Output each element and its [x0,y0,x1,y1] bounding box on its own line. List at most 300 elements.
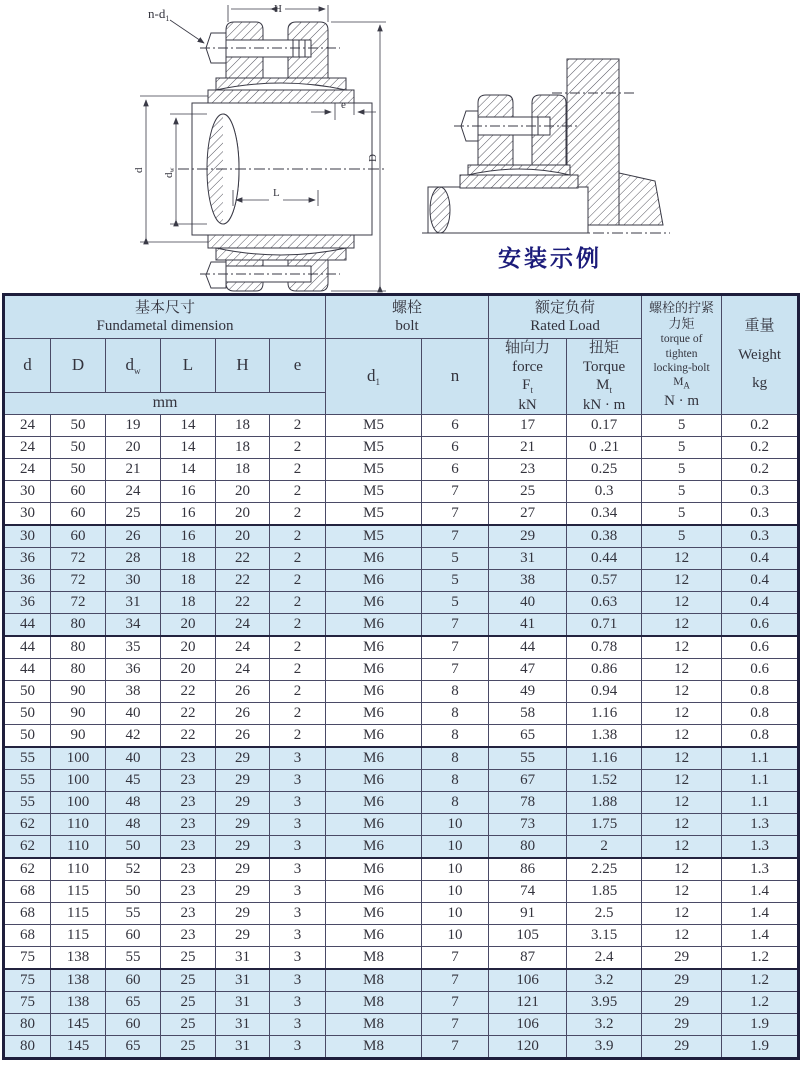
cell: 14 [161,458,216,480]
cell: 22 [161,680,216,702]
cell: 44 [4,613,51,636]
cell: 8 [422,769,489,791]
table-row [4,502,799,525]
cell: 2 [270,458,326,480]
cell: 2 [270,658,326,680]
cell: 0.34 [567,502,642,525]
cell: 0.3 [567,480,642,502]
cell: 25 [161,969,216,992]
cell: 8 [422,791,489,813]
cell: 7 [422,946,489,969]
cell: M6 [326,724,422,747]
cell: 47 [489,658,567,680]
cell: 1.2 [722,969,799,992]
cell: 2 [270,636,326,659]
cell: 75 [4,969,51,992]
cell: 18 [216,436,270,458]
assembly-section-drawing [128,0,396,295]
table-row [4,414,799,436]
header-rated-load: 额定负荷 Rated Load [489,295,642,339]
cell: 60 [106,1013,161,1035]
cell: 3 [270,902,326,924]
cell: 3.95 [567,991,642,1013]
cell: 2 [270,502,326,525]
cell: 31 [216,1013,270,1035]
cell: 12 [642,547,722,569]
cell: 38 [106,680,161,702]
cell: 12 [642,569,722,591]
cell: 80 [489,835,567,858]
cell: 0.17 [567,414,642,436]
cell: 5 [642,414,722,436]
cell: 41 [489,613,567,636]
cell: 24 [216,613,270,636]
cell: 20 [106,436,161,458]
cell: 25 [489,480,567,502]
cell: 17 [489,414,567,436]
table-row [4,547,799,569]
cell: 20 [216,525,270,548]
cell: 50 [51,414,106,436]
cell: 1.4 [722,880,799,902]
cell: 50 [51,436,106,458]
cell: 5 [642,502,722,525]
cell: 55 [106,946,161,969]
cell: M5 [326,525,422,548]
cell: 24 [216,636,270,659]
cell: 3 [270,813,326,835]
cell: 0.78 [567,636,642,659]
cell: 1.16 [567,747,642,770]
cell: 14 [161,436,216,458]
cell: 30 [4,502,51,525]
cell: 1.2 [722,991,799,1013]
cell: 0.3 [722,502,799,525]
table-row [4,902,799,924]
cell: 62 [4,835,51,858]
cell: 72 [51,547,106,569]
cell: 55 [4,791,51,813]
cell: 16 [161,480,216,502]
cell: 29 [216,880,270,902]
unit-mm-cell: mm [4,392,326,414]
cell: 2.25 [567,858,642,881]
cell: 50 [106,880,161,902]
cell: 0.6 [722,636,799,659]
drawing-area [0,0,800,295]
cell: 36 [106,658,161,680]
cell: 5 [642,436,722,458]
cell: 90 [51,724,106,747]
cell: M8 [326,991,422,1013]
cell: 31 [216,1035,270,1058]
cell: 18 [216,458,270,480]
cell: 12 [642,924,722,946]
cell: 44 [4,636,51,659]
cell: 30 [4,480,51,502]
cell: 10 [422,835,489,858]
cell: 5 [642,480,722,502]
cell: M6 [326,791,422,813]
cell: 26 [216,724,270,747]
dim-D-label: D [367,154,379,162]
cell: 8 [422,702,489,724]
cell: 0.4 [722,591,799,613]
cell: 7 [422,1035,489,1058]
cell: 12 [642,902,722,924]
cell: 62 [4,858,51,881]
table-row [4,880,799,902]
cell: 1.85 [567,880,642,902]
cell: 2 [270,613,326,636]
cell: M8 [326,1035,422,1058]
cell: 65 [106,991,161,1013]
cell: 12 [642,880,722,902]
table-row [4,702,799,724]
cell: 2 [270,680,326,702]
cell: 2 [270,480,326,502]
cell: 106 [489,969,567,992]
cell: 3 [270,791,326,813]
cell: 23 [161,858,216,881]
cell: M5 [326,458,422,480]
cell: 7 [422,636,489,659]
cell: 23 [489,458,567,480]
table-row [4,858,799,881]
cell: 60 [51,502,106,525]
table-row [4,636,799,659]
cell: 48 [106,791,161,813]
cell: 90 [51,702,106,724]
cell: 2 [270,414,326,436]
cell: 8 [422,724,489,747]
cell: 87 [489,946,567,969]
cell: 3.2 [567,969,642,992]
cell: 50 [4,702,51,724]
cell: 29 [216,747,270,770]
cell: 23 [161,791,216,813]
cell: 1.88 [567,791,642,813]
cell: 12 [642,724,722,747]
cell: 5 [422,547,489,569]
cell: 23 [161,880,216,902]
cell: 86 [489,858,567,881]
cell: 2 [270,591,326,613]
col-d1: $d_1$ [326,339,422,415]
cell: 25 [161,1035,216,1058]
cell: 20 [216,480,270,502]
cell: M8 [326,969,422,992]
cell: 40 [489,591,567,613]
cell: 18 [161,591,216,613]
header-basic-dimensions: 基本尺寸 Fundametal dimension [4,295,326,339]
cell: 138 [51,991,106,1013]
cell: 2 [270,569,326,591]
cell: 106 [489,1013,567,1035]
cell: 29 [642,991,722,1013]
dim-e-label: e [341,99,346,111]
dim-dw-label: dw [163,167,176,178]
cell: M5 [326,414,422,436]
cell: 68 [4,880,51,902]
cell: 5 [642,458,722,480]
cell: 3.9 [567,1035,642,1058]
cell: M5 [326,502,422,525]
cell: 78 [489,791,567,813]
cell: 7 [422,969,489,992]
table-row [4,969,799,992]
cell: 3 [270,924,326,946]
cell: 3 [270,880,326,902]
cell: M8 [326,1013,422,1035]
cell: 1.3 [722,813,799,835]
cell: 7 [422,480,489,502]
cell: 29 [216,858,270,881]
cell: 8 [422,747,489,770]
cell: 3 [270,769,326,791]
cell: 29 [216,769,270,791]
cell: 50 [106,835,161,858]
cell: 31 [216,991,270,1013]
dim-d-label: d [133,167,145,173]
table-row [4,436,799,458]
cell: 23 [161,835,216,858]
cell: 100 [51,769,106,791]
cell: 10 [422,924,489,946]
cell: 14 [161,414,216,436]
cell: 10 [422,902,489,924]
cell: 22 [161,702,216,724]
installation-example-drawing [420,55,710,240]
cell: 80 [4,1013,51,1035]
cell: 0.4 [722,569,799,591]
cell: 29 [642,969,722,992]
cell: M6 [326,702,422,724]
cell: 12 [642,769,722,791]
col-D: D [51,339,106,393]
header-bolt: 螺栓 bolt [326,295,489,339]
cell: 26 [216,702,270,724]
cell: 110 [51,813,106,835]
table-row [4,480,799,502]
cell: 18 [161,569,216,591]
cell: 110 [51,858,106,881]
cell: 29 [216,791,270,813]
cell: 29 [216,813,270,835]
col-torque: 扭矩 Torque $M_t$ kN · m [567,339,642,415]
cell: 2 [270,724,326,747]
cell: 0.6 [722,658,799,680]
cell: 2 [270,547,326,569]
cell: 23 [161,902,216,924]
cell: 58 [489,702,567,724]
cell: 30 [4,525,51,548]
cell: 7 [422,613,489,636]
cell: 25 [161,1013,216,1035]
cell: 145 [51,1013,106,1035]
cell: 8 [422,680,489,702]
cell: 19 [106,414,161,436]
cell: 21 [489,436,567,458]
cell: 1.1 [722,769,799,791]
cell: 34 [106,613,161,636]
table-row [4,813,799,835]
shaft [428,187,588,233]
cell: 5 [422,569,489,591]
cell: 24 [216,658,270,680]
cell: 3 [270,858,326,881]
cell: 35 [106,636,161,659]
cell: 60 [51,480,106,502]
cell: 31 [489,547,567,569]
cell: 0.57 [567,569,642,591]
cell: 90 [51,680,106,702]
cell: 7 [422,502,489,525]
table-row [4,924,799,946]
cell: 24 [4,458,51,480]
hub-foot [619,173,663,225]
cell: M6 [326,902,422,924]
cell: 25 [106,502,161,525]
cell: M6 [326,636,422,659]
table-row [4,569,799,591]
cell: 44 [4,658,51,680]
cell: 0.6 [722,613,799,636]
cell: 2.4 [567,946,642,969]
cell: 0.44 [567,547,642,569]
cell: 60 [106,924,161,946]
cell: 26 [216,680,270,702]
cell: 75 [4,946,51,969]
cell: 0.2 [722,414,799,436]
cell: 55 [4,747,51,770]
cell: 36 [4,591,51,613]
cell: 7 [422,1013,489,1035]
cell: 1.3 [722,835,799,858]
cell: 24 [4,414,51,436]
cell: 2 [270,525,326,548]
dim-H-label: H [274,3,282,15]
cell: 24 [4,436,51,458]
cell: 50 [4,724,51,747]
cell: 0.38 [567,525,642,548]
col-d: d [4,339,51,393]
cell: 22 [216,547,270,569]
cell: 115 [51,902,106,924]
cell: 7 [422,991,489,1013]
cell: 100 [51,747,106,770]
cell: M6 [326,547,422,569]
cell: 110 [51,835,106,858]
cell: 26 [106,525,161,548]
cell: 1.9 [722,1035,799,1058]
cell: 52 [106,858,161,881]
cell: 12 [642,591,722,613]
cell: M8 [326,946,422,969]
cell: 100 [51,791,106,813]
col-n: n [422,339,489,415]
header-tightening-torque: 螺栓的拧紧 力矩 torque of tighten locking-bolt $M_A$ N · m [642,295,722,415]
cell: 55 [489,747,567,770]
cell: M6 [326,835,422,858]
cell: 1.4 [722,902,799,924]
cell: 16 [161,502,216,525]
collar-top [208,90,354,103]
cell: 0.2 [722,436,799,458]
cell: 3 [270,1035,326,1058]
cell: M6 [326,658,422,680]
cell: 138 [51,969,106,992]
spec-table [2,293,800,1060]
cell: 0.86 [567,658,642,680]
cell: 40 [106,702,161,724]
table-row [4,724,799,747]
cell: 3 [270,747,326,770]
cell: 67 [489,769,567,791]
cell: 0.4 [722,547,799,569]
washer [468,165,570,175]
cell: 42 [106,724,161,747]
cell: 0.3 [722,480,799,502]
cell: 50 [51,458,106,480]
cell: 20 [216,502,270,525]
cell: 0.8 [722,724,799,747]
cell: 1.1 [722,747,799,770]
cell: 12 [642,702,722,724]
cell: 0.2 [722,458,799,480]
cell: 3 [270,1013,326,1035]
cell: 0.8 [722,702,799,724]
dim-L-label: L [273,187,280,199]
cell: 55 [106,902,161,924]
cell: M6 [326,858,422,881]
cell: 38 [489,569,567,591]
col-e: e [270,339,326,393]
bolt-shank-top [226,40,311,57]
cell: 1.16 [567,702,642,724]
cell: 44 [489,636,567,659]
cell: 12 [642,791,722,813]
cell: 12 [642,658,722,680]
cell: 22 [216,591,270,613]
cell: 7 [422,525,489,548]
cell: M6 [326,769,422,791]
spec-table-body [4,414,799,1058]
cell: 0.94 [567,680,642,702]
cell: 5 [642,525,722,548]
cell: 0.3 [722,525,799,548]
cell: 23 [161,813,216,835]
table-row [4,613,799,636]
cell: 0.63 [567,591,642,613]
table-row [4,1035,799,1058]
table-row [4,769,799,791]
bolt-head-bottom [206,262,226,288]
table-row [4,658,799,680]
cell: 23 [161,747,216,770]
cell: M6 [326,613,422,636]
cell: 2 [270,702,326,724]
cell: 6 [422,458,489,480]
cell: 25 [161,991,216,1013]
cell: 40 [106,747,161,770]
col-L: L [161,339,216,393]
cell: 30 [106,569,161,591]
table-row [4,791,799,813]
washer-top [216,78,346,90]
cell: 16 [161,525,216,548]
cell: 72 [51,569,106,591]
